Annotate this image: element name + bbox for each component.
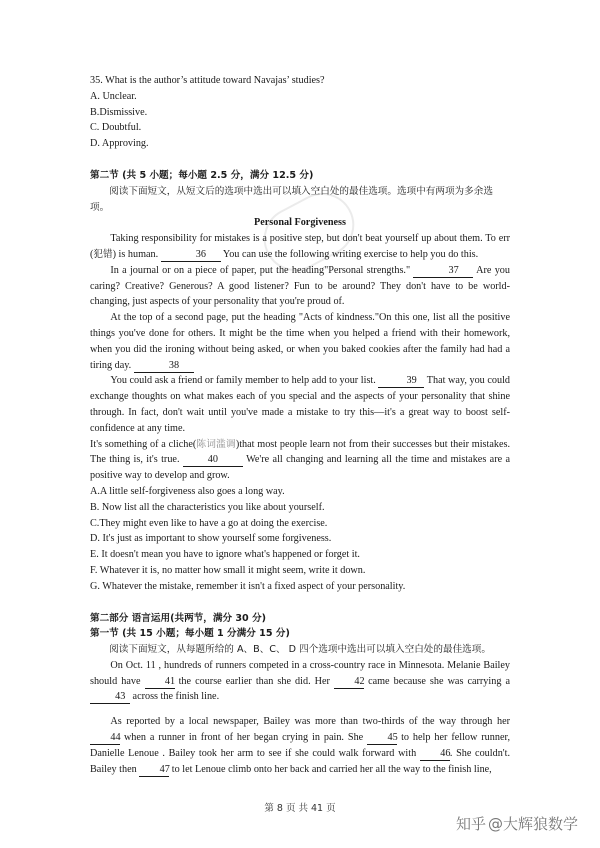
part2-header: 第二部分 语言运用(共两节，满分 30 分) [90, 612, 267, 624]
part2-sub-header: 第一节 (共 15 小题；每小题 1 分满分 15 分) [90, 628, 290, 640]
passage-paragraph-5: It's something of a cliche(陈词滥调)that most people learn not from their successes but their mistakes. The thing is, it's true. 40 We're all changing and learning all the time and mistakes are a positive way to develop and grow. [90, 438, 511, 482]
page-footer: 第 8 页 共 41 页 [264, 803, 336, 814]
blank-47: 47 [139, 764, 169, 777]
part2-instructions: 阅读下面短文，从每题所给的 A、B、C、 D 四个选项中选出可以填入空白处的最佳选项。 [109, 644, 491, 656]
watermark-author: @大辉狼数学 [487, 815, 578, 833]
question-35: 35. What is the author’s attitude toward Navajas’ studies? [90, 75, 325, 86]
q35-option-b: B.Dismissive. [90, 106, 148, 118]
cloze-paragraph-2: As reported by a local newspaper, Bailey was more than two-thirds of the way through her 44 when a runner in front of her began crying in pain. She 45 to help her fellow runner, Danielle Lenoue . Bailey took her arm to see if she could walk forward with 46. She couldn't. Bailey then 47 to let Lenoue climb onto her back and carried her all the way to the finish line, [90, 716, 511, 775]
blank-42: 42 [334, 676, 364, 689]
option-g: G. Whatever the mistake, remember it isn't a fixed aspect of your personality. [90, 580, 406, 592]
blank-39: 39 [378, 375, 424, 388]
blank-37: 37 [413, 265, 473, 278]
passage-paragraph-2: In a journal or on a piece of paper, put the heading"Personal strengths." 37 Are you caring? Creative? Generous? A good listener? Fun to be around? They don't have to be world-changing, just aspects of your personality that you're proud of. [90, 264, 510, 308]
blank-38: 38 [134, 360, 194, 373]
page-content [90, 73, 510, 777]
blank-36: 36 [161, 249, 221, 262]
section2-header: 第二节 (共 5 小题；每小题 2.5 分，满分 12.5 分) [90, 169, 314, 181]
q35-option-a: A. Unclear. [90, 90, 137, 102]
option-c: C.They might even like to have a go at doing the exercise. [90, 517, 328, 529]
option-b: B. Now list all the characteristics you like about yourself. [90, 501, 325, 513]
blank-41: 41 [145, 676, 175, 689]
passage-paragraph-1: Taking responsibility for mistakes is a positive step, but don't beat yourself up about them. To err (犯错) is human. 36 You can use the following writing exercise to help you do this. [90, 233, 510, 260]
watermark-site: 知乎 [455, 815, 486, 833]
blank-40: 40 [183, 454, 243, 467]
passage-paragraph-4: You could ask a friend or family member to help add to your list. 39 That way, you could exchange thoughts on what makes each of you special and the aspects of your personality that shine through. In fact, don't wait until you've made a mistake to try this—it's a great way to boost self-confidence at any time. [90, 375, 510, 434]
zhihu-watermark [456, 813, 578, 834]
option-e: E. It doesn't mean you have to ignore what's happened or forget it. [90, 549, 360, 561]
passage-paragraph-3: At the top of a second page, put the heading "Acts of kindness."On this one, list all the positive things you've done for others. It might be the time when you helped a friend with their homework, when you did the ironing without being asked, or when you baked cookies after the family had had a tiring day. 38 [90, 312, 510, 371]
section2-instructions: 阅读下面短文，从短文后的选项中选出可以填入空白处的最佳选项。选项中有两项为多余选项。 [90, 185, 493, 213]
option-a: A.A little self-forgiveness also goes a long way. [90, 485, 285, 497]
passage-title: Personal Forgiveness [254, 217, 346, 229]
option-d: D. It's just as important to show yourself some forgiveness. [90, 533, 332, 545]
blank-43: 43 [90, 691, 130, 704]
q35-option-d: D. Approving. [90, 138, 149, 150]
q35-option-c: C. Doubtful. [90, 122, 142, 134]
blank-46: 46 [420, 748, 450, 761]
blank-45: 45 [367, 732, 397, 745]
blank-44: 44 [90, 732, 120, 745]
option-f: F. Whatever it is, no matter how small it might seem, write it down. [90, 564, 366, 576]
cloze-paragraph-1: On Oct. 11 , hundreds of runners competed in a cross-country race in Minnesota. Melanie Bailey should have 41 the course earlier than she did. Her 42 came because she was carrying a 43 across the finish line. [90, 659, 510, 703]
